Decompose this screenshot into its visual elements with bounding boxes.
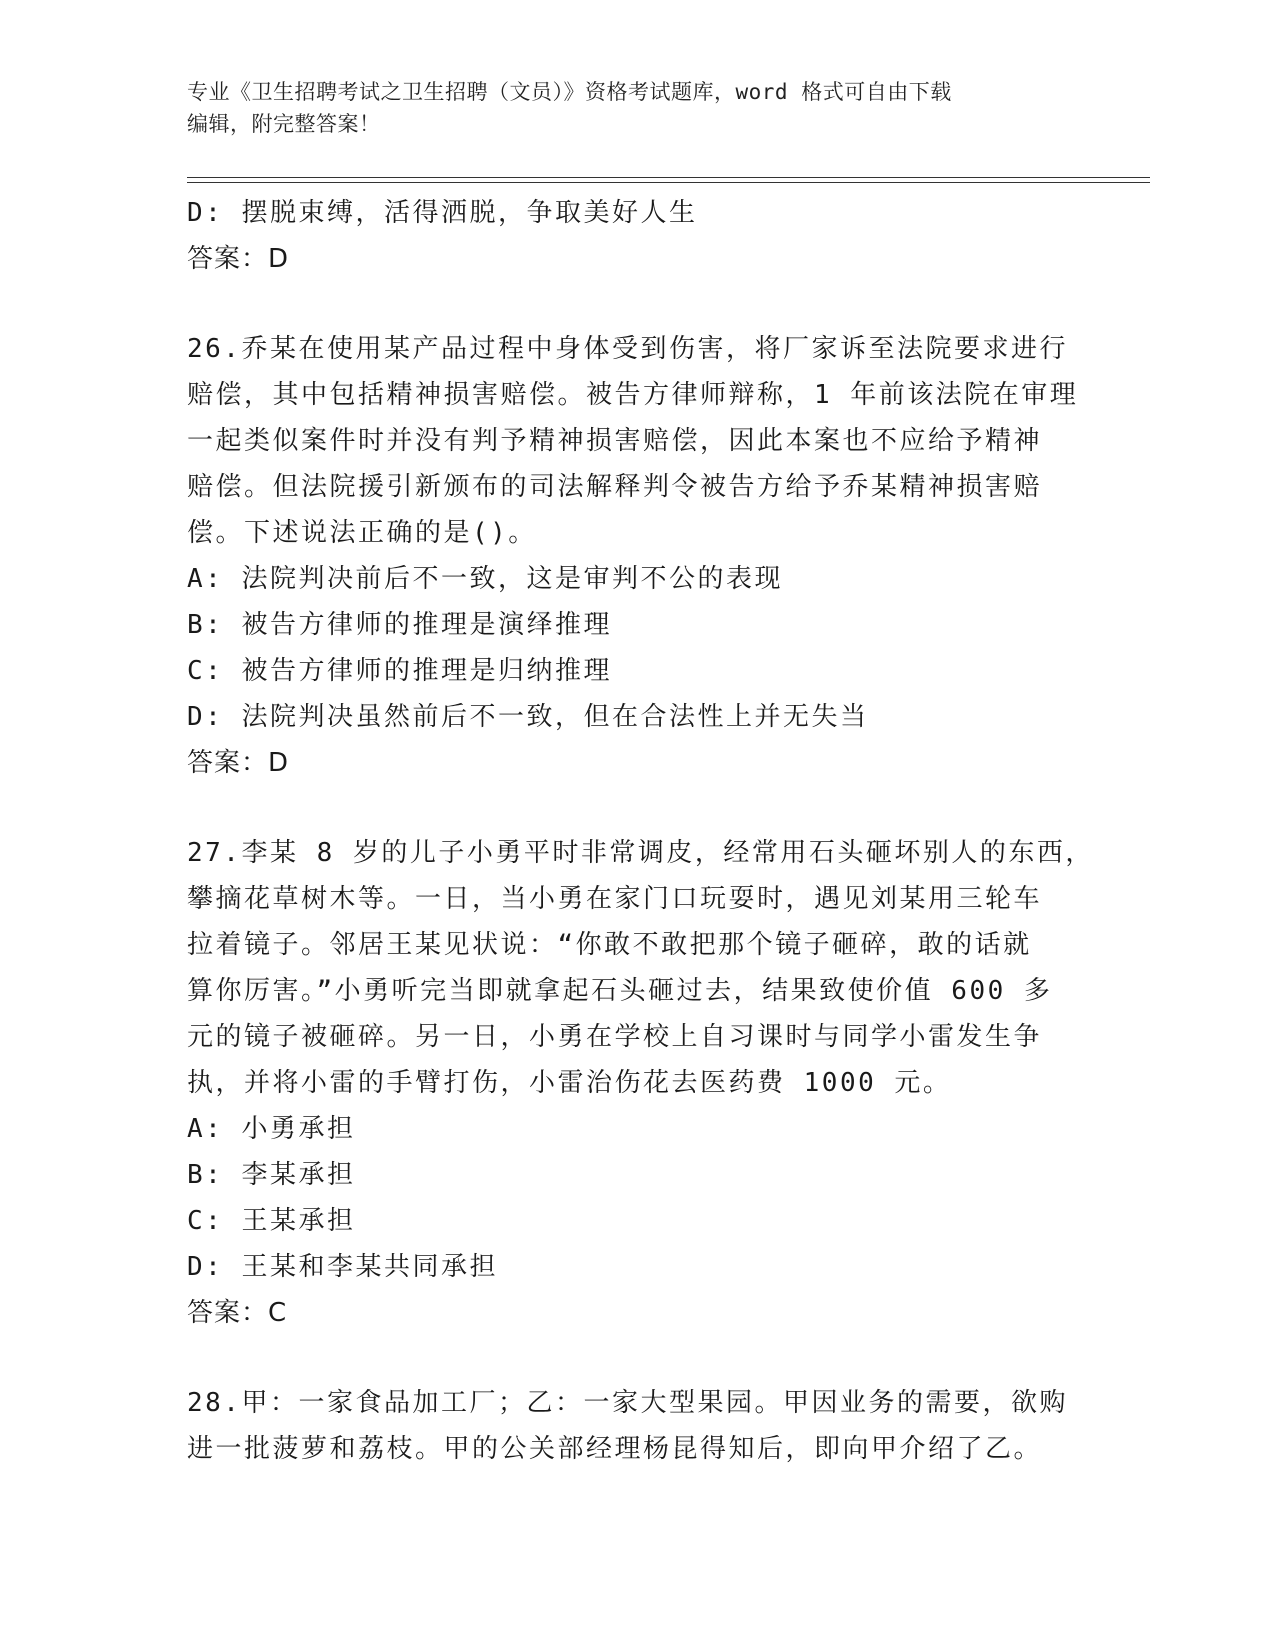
header-divider-top: [187, 177, 1150, 178]
q26-option-b: B: 被告方律师的推理是演绎推理: [187, 610, 612, 640]
prev-option-d: D: 摆脱束缚，活得洒脱，争取美好人生: [187, 198, 698, 228]
q27-text-line: 拉着镜子。邻居王某见状说：“你敢不敢把那个镜子砸碎，敢的话就: [187, 930, 1032, 960]
q26-text-line: 赔偿，其中包括精神损害赔偿。被告方律师辩称，1 年前该法院在审理: [187, 380, 1079, 410]
question-27: [187, 830, 1094, 1336]
q27-option-b: B: 李某承担: [187, 1160, 356, 1190]
q26-text-line: 赔偿。但法院援引新颁布的司法解释判令被告方给予乔某精神损害赔: [187, 472, 1043, 502]
q26-text-line: 一起类似案件时并没有判予精神损害赔偿，因此本案也不应给予精神: [187, 426, 1043, 456]
spacer: [187, 282, 1087, 326]
q27-option-c: C: 王某承担: [187, 1206, 356, 1236]
question-content: [187, 190, 1094, 1472]
q26-text-line: 偿。下述说法正确的是()。: [187, 518, 537, 548]
q26-answer: 答案：D: [187, 748, 290, 778]
q26-option-a: A: 法院判决前后不一致，这是审判不公的表现: [187, 564, 783, 594]
question-26: [187, 326, 1087, 786]
header-line-2: 编辑，附完整答案！: [187, 112, 381, 136]
prev-answer: 答案：D: [187, 244, 290, 274]
q26-option-c: C: 被告方律师的推理是归纳推理: [187, 656, 612, 686]
q27-answer: 答案：C: [187, 1298, 288, 1328]
header-line-1: 专业《卫生招聘考试之卫生招聘（文员）》资格考试题库，word 格式可自由下载: [187, 80, 952, 104]
spacer: [187, 1336, 1087, 1380]
question-28: [187, 1380, 1087, 1472]
q27-option-d: D: 王某和李某共同承担: [187, 1252, 498, 1282]
q27-text-line: 算你厉害。”小勇听完当即就拿起石头砸过去，结果致使价值 600 多: [187, 976, 1053, 1006]
q28-text-line: 28.甲：一家食品加工厂；乙：一家大型果园。甲因业务的需要，欲购: [187, 1388, 1068, 1418]
q27-text-line: 27.李某 8 岁的儿子小勇平时非常调皮，经常用石头砸坏别人的东西，: [187, 838, 1094, 868]
q27-option-a: A: 小勇承担: [187, 1114, 356, 1144]
q27-text-line: 攀摘花草树木等。一日，当小勇在家门口玩耍时，遇见刘某用三轮车: [187, 884, 1043, 914]
spacer: [187, 786, 1087, 830]
q27-text-line: 元的镜子被砸碎。另一日，小勇在学校上自习课时与同学小雷发生争: [187, 1022, 1043, 1052]
q28-text-line: 进一批菠萝和荔枝。甲的公关部经理杨昆得知后，即向甲介绍了乙。: [187, 1434, 1043, 1464]
q26-option-d: D: 法院判决虽然前后不一致，但在合法性上并无失当: [187, 702, 869, 732]
q27-text-line: 执，并将小雷的手臂打伤，小雷治伤花去医药费 1000 元。: [187, 1068, 952, 1098]
header-divider-bottom: [187, 182, 1150, 183]
q26-text-line: 26.乔某在使用某产品过程中身体受到伤害，将厂家诉至法院要求进行: [187, 334, 1068, 364]
document-header-note: [187, 76, 1087, 140]
